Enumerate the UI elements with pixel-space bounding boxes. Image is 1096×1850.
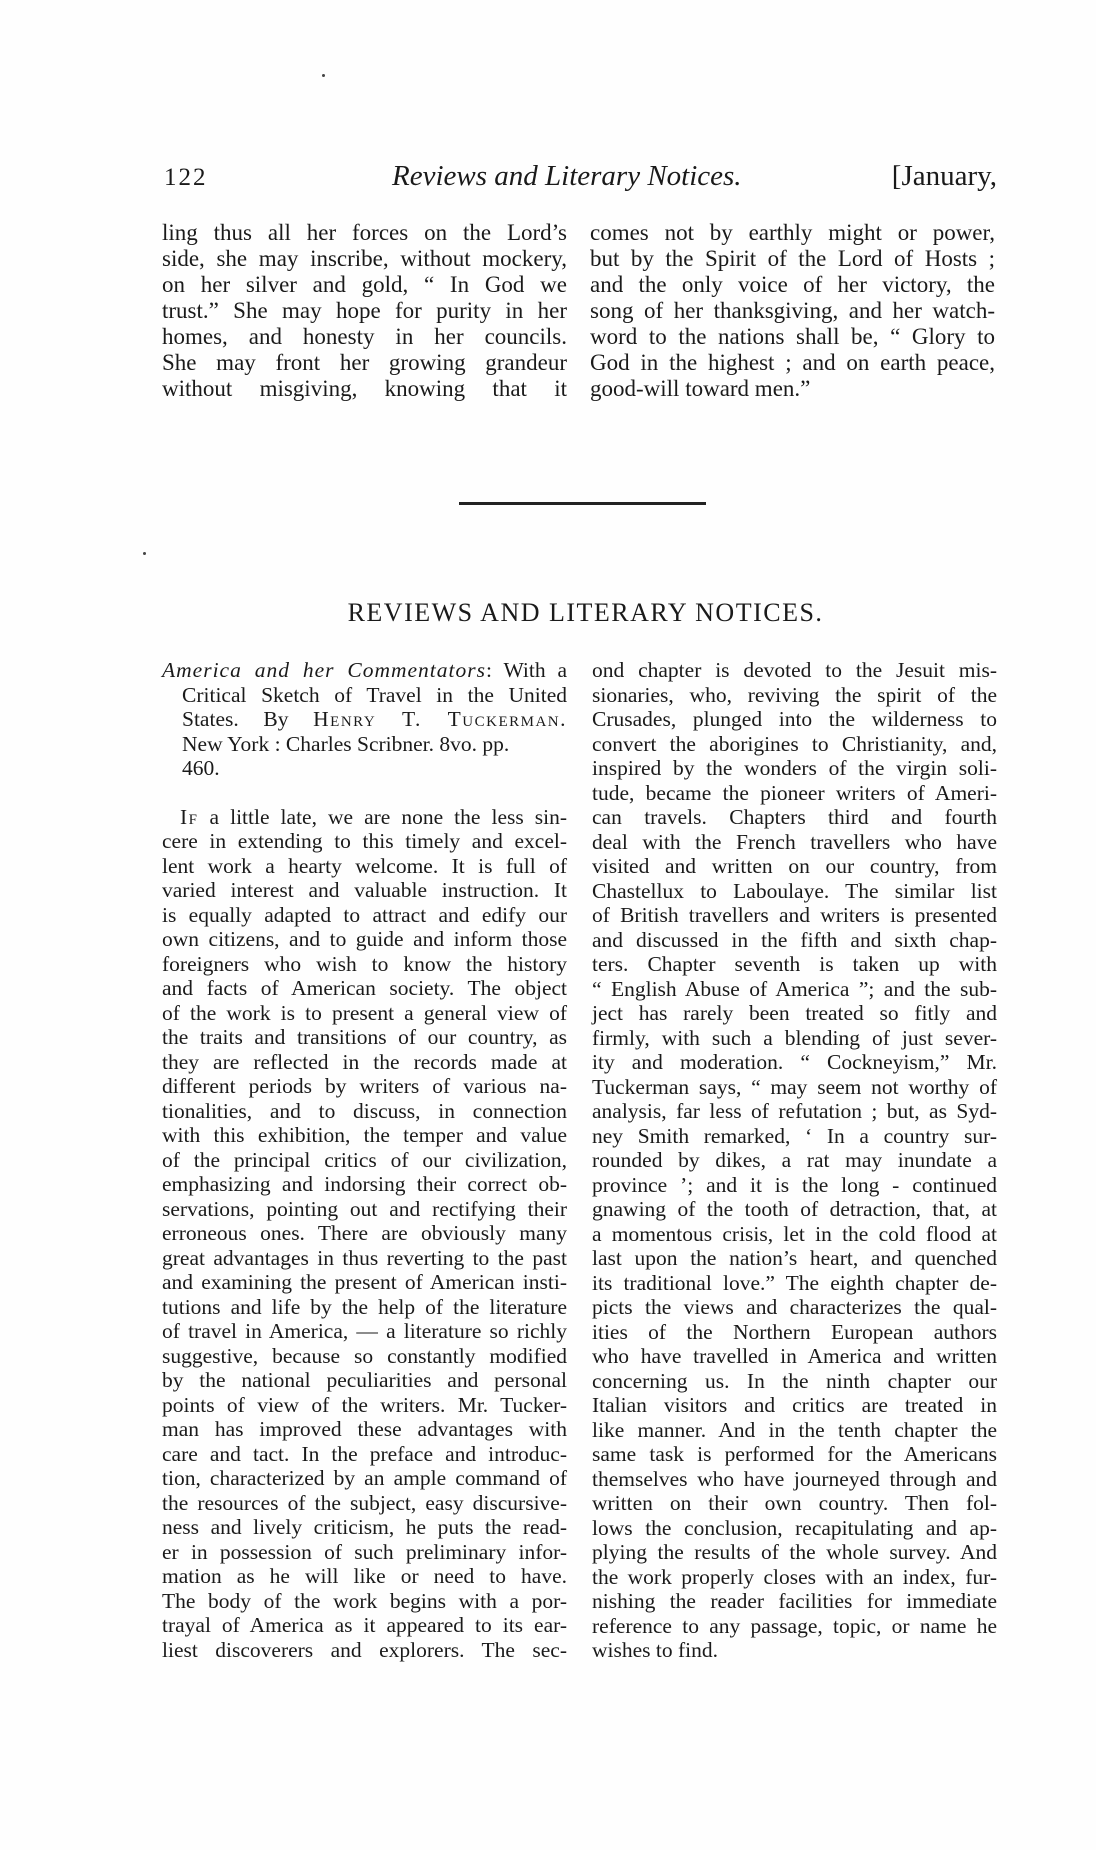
text-line: ling thus all her forces on the Lord’s <box>162 220 567 245</box>
text-line: foreigners who wish to know the history <box>162 951 567 976</box>
text-line: good-will toward men.” <box>590 376 811 401</box>
citation-first-line <box>162 658 567 683</box>
text-line: analysis, far less of refutation ; but, as Syd- <box>592 1099 997 1123</box>
text-line: rounded by dikes, a rat may inundate a <box>592 1148 997 1172</box>
text-line: own citizens, and to guide and inform those <box>162 927 567 951</box>
text-line: gnawing of the tooth of detraction, that, at <box>592 1197 997 1221</box>
scan-speck <box>143 552 146 555</box>
text-line: the work properly closes with an index, fur- <box>592 1564 997 1589</box>
previous-article-right-column <box>590 220 995 402</box>
text-line: trust.” She may hope for purity in her <box>162 298 567 323</box>
text-line: firmly, with such a blending of just sever- <box>592 1025 997 1050</box>
book-title: America and her Commentators <box>162 658 486 682</box>
text-line: points of view of the writers. Mr. Tucker- <box>162 1392 567 1417</box>
text-line: tude, became the pioneer writers of Ameri- <box>592 780 997 805</box>
text-line: and examining the present of American insti- <box>162 1270 567 1294</box>
text-line: varied interest and valuable instruction. It <box>162 878 567 902</box>
text-line: of British travellers and writers is presented <box>592 903 997 927</box>
text-line: Chastellux to Laboulaye. The similar list <box>592 878 997 903</box>
text-line: of travel in America, — a literature so richly <box>162 1319 567 1343</box>
text-line: deal with the French travellers who have <box>592 829 997 854</box>
text-line: like manner. And in the tenth chapter the <box>592 1417 997 1442</box>
text-line: emphasizing and indorsing their correct ob- <box>162 1172 567 1196</box>
running-month: [January, <box>891 160 997 192</box>
text-line: ney Smith remarked, ‘ In a country sur- <box>592 1123 997 1148</box>
text-line: Critical Sketch of Travel in the United <box>182 682 567 707</box>
text-line: by the national peculiarities and personal <box>162 1368 567 1392</box>
drop-word: If <box>180 804 199 829</box>
body-first-line <box>162 805 567 830</box>
text-line: Tuckerman says, “ may seem not worthy of <box>592 1074 997 1099</box>
text-line: province ’; and it is the long - continued <box>592 1172 997 1197</box>
text-line: The body of the work begins with a por- <box>162 1588 567 1613</box>
text-line: homes, and honesty in her councils. <box>162 324 567 349</box>
section-title: REVIEWS AND LITERARY NOTICES. <box>347 598 824 627</box>
text-line: and the only voice of her victory, the <box>590 272 995 297</box>
text-line: She may front her growing grandeur <box>162 350 567 375</box>
text-line: 460. <box>182 756 220 780</box>
text-line: inspired by the wonders of the virgin soli- <box>592 756 997 780</box>
text-line: visited and written on our country, from <box>592 854 997 878</box>
citation-first-line-rest: : With a <box>485 658 567 682</box>
text-line: cere in extending to this timely and excel- <box>162 829 567 853</box>
text-line: plying the results of the whole survey. And <box>592 1540 997 1564</box>
text-line: side, she may inscribe, without mockery, <box>162 246 567 271</box>
text-line: its traditional love.” The eighth chapter de- <box>592 1270 997 1295</box>
text-line: tion, characterized by an ample command of <box>162 1466 567 1490</box>
text-line: the resources of the subject, easy discursive- <box>162 1490 567 1515</box>
text-line: ity and moderation. “ Cockneyism,” Mr. <box>592 1050 997 1074</box>
text-line: ness and lively criticism, he puts the read- <box>162 1515 567 1539</box>
text-line: without misgiving, knowing that it <box>162 376 567 401</box>
text-line: word to the nations shall be, “ Glory to <box>590 324 995 349</box>
text-line: New York : Charles Scribner. 8vo. pp. <box>182 731 510 756</box>
text-line: man has improved these advantages with <box>162 1417 567 1441</box>
text-line: picts the views and characterizes the qual- <box>592 1295 997 1319</box>
review-left-column <box>162 658 567 1662</box>
section-divider-rule <box>459 502 706 505</box>
book-citation <box>162 658 567 781</box>
text-line: erroneous ones. There are obviously many <box>162 1221 567 1245</box>
body-first-line-rest: a little late, we are none the less sin- <box>198 804 567 829</box>
text-line: they are reflected in the records made at <box>162 1049 567 1074</box>
running-title: Reviews and Literary Notices. <box>392 160 742 192</box>
text-line: themselves who have journeyed through and <box>592 1466 997 1491</box>
text-line: lows the conclusion, recapitulating and ap- <box>592 1515 997 1540</box>
text-line: who have travelled in America and written <box>592 1344 997 1368</box>
text-line: and facts of American society. The object <box>162 976 567 1000</box>
text-line: mation as he will like or need to have. <box>162 1564 567 1588</box>
author-name: Henry T. Tuckerman. <box>313 707 567 731</box>
text-line: convert the aborigines to Christianity, and, <box>592 731 997 756</box>
text-line: “ English Abuse of America ”; and the sub- <box>592 976 997 1001</box>
review-body-left <box>162 805 567 1663</box>
text-line: ities of the Northern European authors <box>592 1319 997 1344</box>
text-line: concerning us. In the ninth chapter our <box>592 1368 997 1393</box>
text-line: servations, pointing out and rectifying their <box>162 1196 567 1221</box>
text-line: liest discoverers and explorers. The sec- <box>162 1637 567 1662</box>
text-line: tutions and life by the help of the literature <box>162 1294 567 1319</box>
text-line: same task is performed for the Americans <box>592 1442 997 1466</box>
text-line: tionalities, and to discuss, in connection <box>162 1098 567 1123</box>
text-line: lent work a hearty welcome. It is full of <box>162 853 567 878</box>
text-line: ond chapter is devoted to the Jesuit mis- <box>592 658 997 682</box>
text-line: written on their own country. Then fol- <box>592 1491 997 1515</box>
text-line: the traits and transitions of our country, as <box>162 1025 567 1049</box>
text-line: ject has rarely been treated so fitly and <box>592 1001 997 1025</box>
text-line: on her silver and gold, “ In God we <box>162 272 567 297</box>
text-line: great advantages in thus reverting to the past <box>162 1245 567 1270</box>
text-line: different periods by writers of various na- <box>162 1074 567 1098</box>
text-line: and discussed in the fifth and sixth chap- <box>592 927 997 952</box>
text-line: er in possession of such preliminary infor- <box>162 1539 567 1564</box>
text-line: but by the Spirit of the Lord of Hosts ; <box>590 246 995 271</box>
text-line: of the principal critics of our civilization, <box>162 1147 567 1172</box>
text-line: suggestive, because so constantly modified <box>162 1343 567 1368</box>
text-line: comes not by earthly might or power, <box>590 220 995 245</box>
text-line: can travels. Chapters third and fourth <box>592 805 997 829</box>
text-line: ters. Chapter seventh is taken up with <box>592 952 997 976</box>
previous-article-left-column <box>162 220 567 402</box>
review-right-column <box>592 658 997 1663</box>
text-line: Crusades, plunged into the wilderness to <box>592 707 997 731</box>
scan-speck <box>322 74 325 77</box>
text-line: is equally adapted to attract and edify our <box>162 902 567 927</box>
running-head <box>162 160 997 194</box>
text-line: care and tact. In the preface and introduc- <box>162 1441 567 1466</box>
text-line: Italian visitors and critics are treated in <box>592 1393 997 1417</box>
text-line: States. By Henry T. Tuckerman. <box>182 707 567 731</box>
text-line: with this exhibition, the temper and value <box>162 1123 567 1147</box>
text-line: God in the highest ; and on earth peace, <box>590 350 995 375</box>
text-line: last upon the nation’s heart, and quenched <box>592 1246 997 1270</box>
text-line: trayal of America as it appeared to its ear- <box>162 1613 567 1637</box>
text-line: song of her thanksgiving, and her watch- <box>590 298 995 323</box>
text-line: of the work is to present a general view of <box>162 1000 567 1025</box>
text-line: wishes to find. <box>592 1638 719 1662</box>
text-line: a momentous crisis, let in the cold flood at <box>592 1221 997 1246</box>
text-line: reference to any passage, topic, or name he <box>592 1613 997 1638</box>
text-line: nishing the reader facilities for immediate <box>592 1589 997 1613</box>
page-number: 122 <box>164 164 208 191</box>
text-line: sionaries, who, reviving the spirit of the <box>592 682 997 707</box>
